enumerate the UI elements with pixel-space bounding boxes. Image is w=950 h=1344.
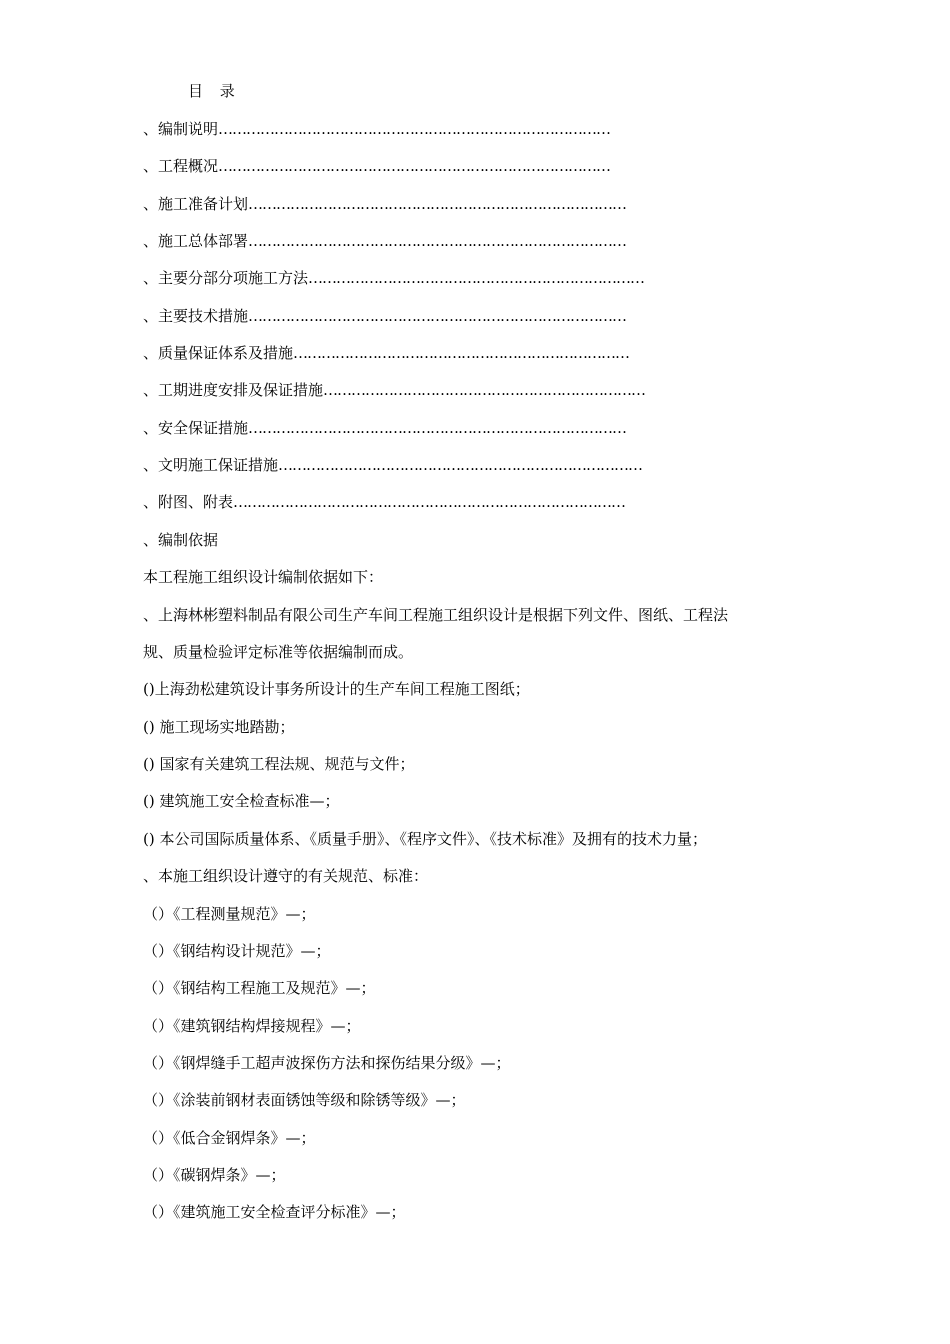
standard-item: （）《建筑施工安全检查评分标准》—；	[143, 1203, 406, 1221]
toc-item-label: 、编制说明	[143, 120, 219, 138]
standard-item: （）《钢结构工程施工及规范》—；	[143, 979, 376, 997]
toc-item[interactable]	[143, 418, 626, 438]
standard-item: （）《钢焊缝手工超声波探伤方法和探伤结果分级》—；	[143, 1054, 511, 1072]
toc-item[interactable]	[143, 492, 625, 512]
toc-item-label: 、质量保证体系及措施	[143, 344, 294, 362]
paragraph-line: 规、质量检验评定标准等依据编制而成。	[143, 643, 414, 661]
toc-title: 目 录	[188, 82, 241, 100]
toc-item[interactable]	[143, 268, 644, 288]
toc-leader-dots: ………………………………………………………………	[308, 269, 645, 287]
basis-item: () 施工现场实地踏勘；	[143, 718, 295, 736]
toc-leader-dots: …………………………………………………………………………	[218, 157, 611, 175]
section-heading: 、编制依据	[143, 531, 219, 549]
toc-item[interactable]	[143, 231, 626, 251]
toc-item[interactable]	[143, 156, 610, 176]
toc-item-label: 、主要分部分项施工方法	[143, 269, 309, 287]
basis-item: () 本公司国际质量体系、《质量手册》、《程序文件》、《技术标准》及拥有的技术力量；	[143, 830, 707, 848]
standard-item: （）《钢结构设计规范》—；	[143, 942, 331, 960]
toc-item-label: 、施工总体部署	[143, 232, 249, 250]
toc-leader-dots: …………………………………………………………………………	[218, 120, 611, 138]
toc-leader-dots: ………………………………………………………………………	[248, 232, 627, 250]
toc-leader-dots: ………………………………………………………………………	[248, 195, 627, 213]
toc-leader-dots: ………………………………………………………………………	[248, 419, 627, 437]
toc-item[interactable]	[143, 455, 642, 475]
toc-item[interactable]	[143, 306, 626, 326]
basis-item: () 国家有关建筑工程法规、规范与文件；	[143, 755, 415, 773]
standard-item: （）《工程测量规范》—；	[143, 905, 316, 923]
standard-item: （）《涂装前钢材表面锈蚀等级和除锈等级》—；	[143, 1091, 466, 1109]
toc-item-label: 、主要技术措施	[143, 307, 249, 325]
standard-item: （）《低合金钢焊条》—；	[143, 1129, 316, 1147]
toc-item[interactable]	[143, 194, 626, 214]
toc-leader-dots: ………………………………………………………………………	[248, 307, 627, 325]
basis-item: () 建筑施工安全检查标准—；	[143, 792, 340, 810]
toc-item-label: 、施工准备计划	[143, 195, 249, 213]
toc-item-label: 、文明施工保证措施	[143, 456, 279, 474]
basis-item: ()上海劲松建筑设计事务所设计的生产车间工程施工图纸；	[143, 680, 530, 698]
intro-paragraph: 本工程施工组织设计编制依据如下：	[143, 568, 384, 586]
toc-item-label: 、附图、附表	[143, 493, 234, 511]
toc-leader-dots: …………………………………………………………………………	[233, 493, 626, 511]
toc-item[interactable]	[143, 343, 629, 363]
standards-heading: 、本施工组织设计遵守的有关规范、标准：	[143, 867, 429, 885]
toc-item-label: 、工期进度安排及保证措施	[143, 381, 324, 399]
toc-item[interactable]	[143, 380, 645, 400]
toc-item-label: 、安全保证措施	[143, 419, 249, 437]
toc-leader-dots: ……………………………………………………………………	[278, 456, 643, 474]
toc-leader-dots: ……………………………………………………………	[323, 381, 646, 399]
standard-item: （）《碳钢焊条》—；	[143, 1166, 286, 1184]
toc-leader-dots: ………………………………………………………………	[293, 344, 630, 362]
paragraph-line: 、上海林彬塑料制品有限公司生产车间工程施工组织设计是根据下列文件、图纸、工程法	[143, 606, 729, 624]
standard-item: （）《建筑钢结构焊接规程》—；	[143, 1017, 361, 1035]
toc-item[interactable]	[143, 119, 610, 139]
toc-item-label: 、工程概况	[143, 157, 219, 175]
